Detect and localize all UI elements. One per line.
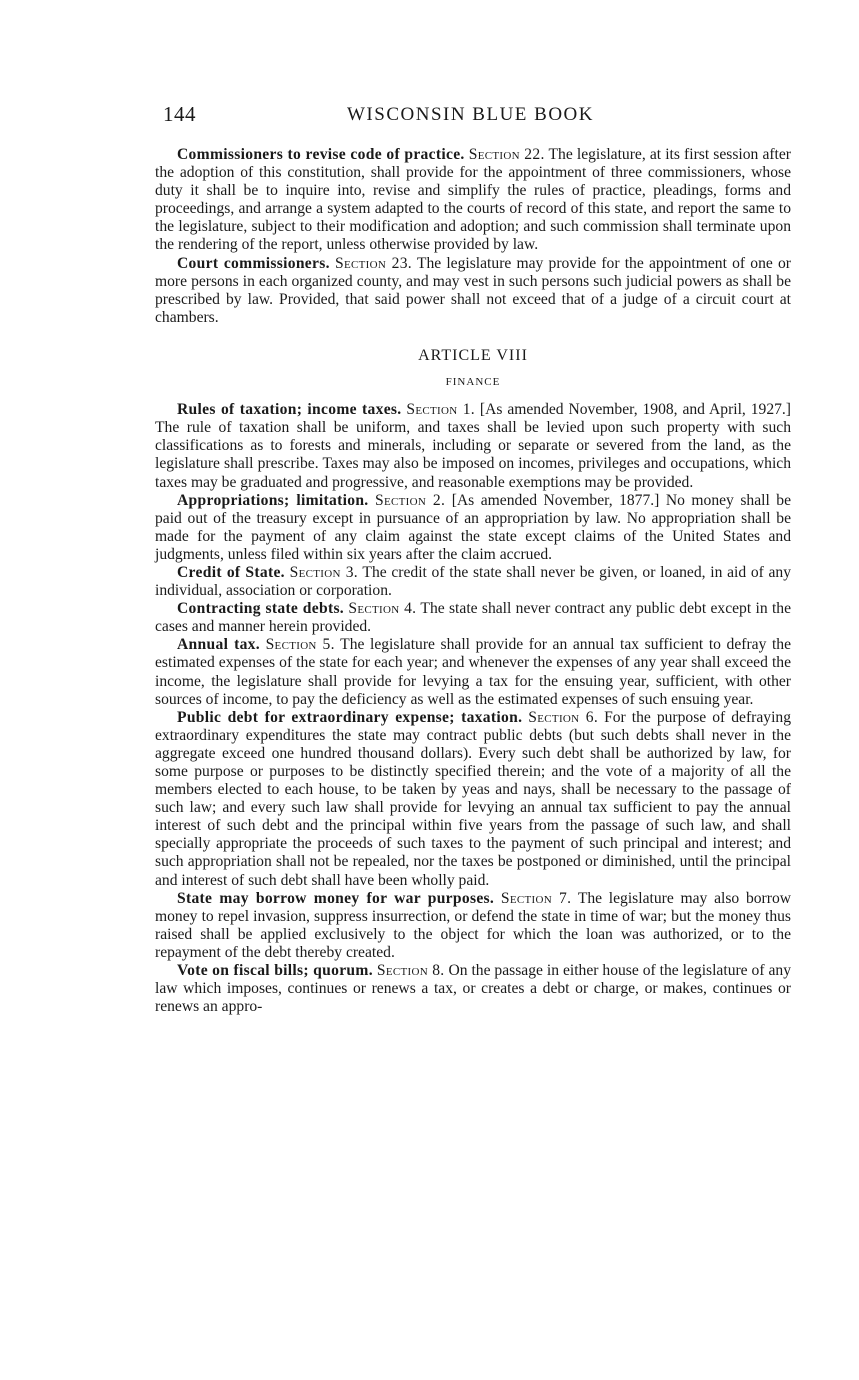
section-heading: Annual tax. (177, 636, 260, 654)
section-text: The legislature, at its first session after the adoption of this constitution, shall provide for the appointment of three commissioners, whose duty it shall be to inquire into, revise and simplify the rules of practice, pleadings, forms and proceedings, and arrange a system adapted to the courts of record of this state, and report the same to the legislature, subject to their modification and adoption; and such commission shall terminate upon the rendering of the report, unless otherwise provided by law. (155, 146, 792, 254)
page-number: 144 (163, 102, 196, 126)
section-text: On the passage in either house of the legislature of any law which imposes, continues or renews a tax, or creates a debt or charge, or makes, continues or renews an appro- (155, 962, 791, 1016)
section-heading: Rules of taxation; income taxes. (177, 401, 402, 419)
section-heading: State may borrow money for war purposes. (177, 889, 495, 907)
section-paragraph (155, 636, 791, 708)
section-heading: Credit of State. (177, 563, 285, 581)
running-header (155, 96, 791, 136)
section-paragraph (155, 890, 791, 962)
article-title: ARTICLE VIII (418, 346, 528, 364)
section-number: Section 4. (348, 600, 417, 618)
section-text: For the purpose of defraying extraordinary expenditures the state may contract public debts (but such debts shall never in the aggregate exceed one hundred thousand dollars). Every such debt shall be authorized by law, for some purpose or purposes to be distinctly specified therein; and the vote of a majority of all the members elected to each house, to be taken by yeas and nays, shall be necessary to the passage of such law; and every such law shall provide for levying an annual tax sufficient to pay the annual interest of such debt and the principal within five years from the passage of such law, and shall specially appropriate the proceeds of such taxes to the payment of such principal and interest; and such appropriation shall not be repealed, nor the taxes be postponed or diminished, until the principal and interest of such debt shall have been wholly paid. (155, 708, 791, 889)
section-number: Section 8. (376, 962, 445, 980)
section-number: Section 3. (289, 563, 358, 581)
section-number: Section 1. (406, 401, 475, 419)
section-heading: Vote on fiscal bills; quorum. (177, 962, 373, 980)
section-number: Section 22. (468, 146, 545, 163)
book-title: WISCONSIN BLUE BOOK (347, 104, 594, 125)
article-subtitle: FINANCE (445, 376, 501, 389)
section-number: Section 5. (265, 636, 335, 654)
section-text: [As amended November, 1908, and April, 1927.] The rule of taxation shall be uniform, and taxes shall be levied upon such property with such classifications as to forests and minerals, including or separate or severed from the land, as the legislature shall prescribe. Taxes may also be imposed on incomes, privileges and occupations, which taxes may be graduated and progressive, and reasonable exemptions may be provided. (155, 401, 791, 491)
section-heading: Court commissioners. (177, 254, 330, 272)
section-text: The credit of the state shall never be given, or loaned, in aid of any individual, association or corporation. (155, 563, 792, 600)
sections-top (155, 146, 791, 327)
section-number: Section 7. (500, 889, 572, 907)
section-paragraph (155, 492, 791, 564)
section-text: The state shall never contract any public debt except in the cases and manner herein provided. (155, 600, 792, 636)
section-paragraph (155, 401, 791, 491)
section-text: The legislature may also borrow money to repel invasion, suppress insurrection, or defend the state in time of war; but the money thus raised shall be applied exclusively to the object for which the loan was authorized, or to the repayment of the debt thereby created. (155, 889, 791, 961)
section-heading: Contracting state debts. (177, 600, 345, 618)
section-text: [As amended November, 1877.] No money shall be paid out of the treasury except in pursuance of an appropriation by law. No appropriation shall be made for the payment of any claim against the state except claims of the United States and judgments, unless filed within six years after the claim accrued. (155, 491, 792, 563)
section-number: Section 23. (335, 254, 412, 272)
section-paragraph (155, 564, 791, 600)
section-heading: Public debt for extraordinary expense; taxation. (177, 708, 523, 726)
section-paragraph (155, 255, 791, 327)
document-page (155, 96, 791, 1016)
body-text (155, 146, 791, 1016)
section-number: Section 6. (528, 708, 599, 726)
section-paragraph (155, 962, 791, 1016)
section-number: Section 2. (375, 491, 446, 509)
section-heading: Appropriations; limitation. (177, 491, 369, 509)
sections-finance (155, 401, 791, 1016)
section-text: The legislature may provide for the appointment of one or more persons in each organized county, and may vest in such persons such judicial powers as shall be prescribed by law. Provided, that said power shall not exceed that of a judge of a circuit court at chambers. (155, 254, 791, 326)
section-heading: Commissioners to revise code of practice. (177, 146, 465, 163)
section-paragraph (155, 600, 791, 636)
section-paragraph (155, 709, 791, 890)
section-text: The legislature shall provide for an annual tax sufficient to defray the estimated expenses of the state for each year; and whenever the expenses of any year shall exceed the income, the legislature shall provide for levying a tax for the ensuing year, sufficient, with other sources of income, to pay the deficiency as well as the estimated expenses of such ensuing year. (155, 636, 791, 708)
section-paragraph (155, 146, 791, 255)
